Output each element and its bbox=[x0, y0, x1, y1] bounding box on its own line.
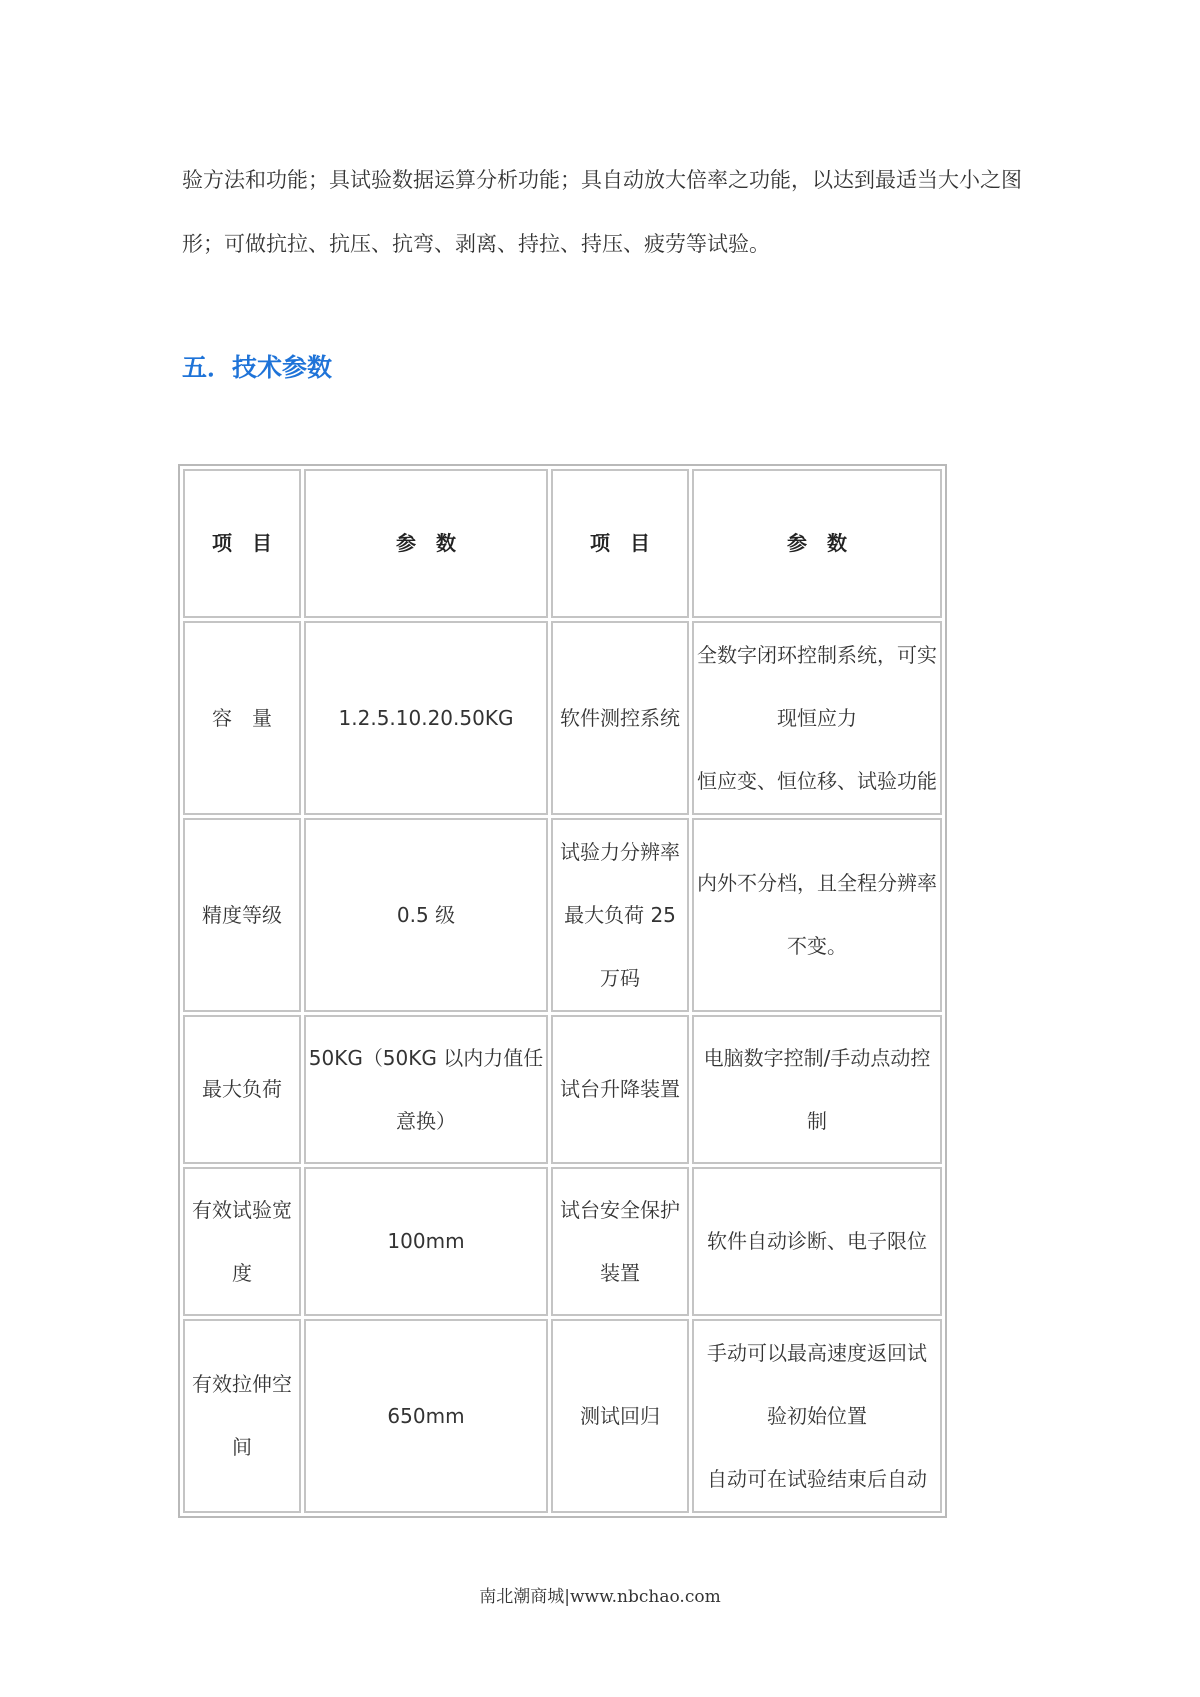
table-row bbox=[183, 1015, 942, 1164]
cell-param: 电脑数字控制/手动点动控 制 bbox=[692, 1015, 942, 1164]
cell-param: 0.5 级 bbox=[304, 818, 548, 1012]
table-row bbox=[183, 1319, 942, 1513]
table-row bbox=[183, 621, 942, 815]
cell-item: 有效试验宽 度 bbox=[183, 1167, 301, 1316]
table-header-row bbox=[183, 469, 942, 618]
cell-item: 最大负荷 bbox=[183, 1015, 301, 1164]
cell-item: 软件测控系统 bbox=[551, 621, 689, 815]
cell-param: 手动可以最高速度返回试 验初始位置 自动可在试验结束后自动 bbox=[692, 1319, 942, 1513]
header-item-2: 项 目 bbox=[551, 469, 689, 618]
header-param-1: 参 数 bbox=[304, 469, 548, 618]
cell-item: 容 量 bbox=[183, 621, 301, 815]
footer-text: 南北潮商城|www.nbchao.com bbox=[479, 1587, 721, 1607]
cell-param: 1.2.5.10.20.50KG bbox=[304, 621, 548, 815]
cell-item: 试验力分辨率 最大负荷 25 万码 bbox=[551, 818, 689, 1012]
header-param-2: 参 数 bbox=[692, 469, 942, 618]
section-title: 五．技术参数 bbox=[182, 353, 333, 382]
cell-item: 精度等级 bbox=[183, 818, 301, 1012]
cell-item: 有效拉伸空 间 bbox=[183, 1319, 301, 1513]
intro-line-2: 形；可做抗拉、抗压、抗弯、剥离、持拉、持压、疲劳等试验。 bbox=[182, 232, 770, 256]
table-row bbox=[183, 1167, 942, 1316]
cell-param: 软件自动诊断、电子限位 bbox=[692, 1167, 942, 1316]
cell-item: 测试回归 bbox=[551, 1319, 689, 1513]
cell-param: 50KG（50KG 以内力值任 意换） bbox=[304, 1015, 548, 1164]
cell-param: 100mm bbox=[304, 1167, 548, 1316]
cell-item: 试台安全保护 装置 bbox=[551, 1167, 689, 1316]
header-item-1: 项 目 bbox=[183, 469, 301, 618]
cell-item: 试台升降装置 bbox=[551, 1015, 689, 1164]
spec-table bbox=[178, 464, 947, 1518]
table-row bbox=[183, 818, 942, 1012]
intro-line-1: 验方法和功能；具试验数据运算分析功能；具自动放大倍率之功能，以达到最适当大小之图 bbox=[182, 168, 1022, 192]
cell-param: 内外不分档，且全程分辨率 不变。 bbox=[692, 818, 942, 1012]
cell-param: 全数字闭环控制系统，可实 现恒应力 恒应变、恒位移、试验功能 bbox=[692, 621, 942, 815]
cell-param: 650mm bbox=[304, 1319, 548, 1513]
